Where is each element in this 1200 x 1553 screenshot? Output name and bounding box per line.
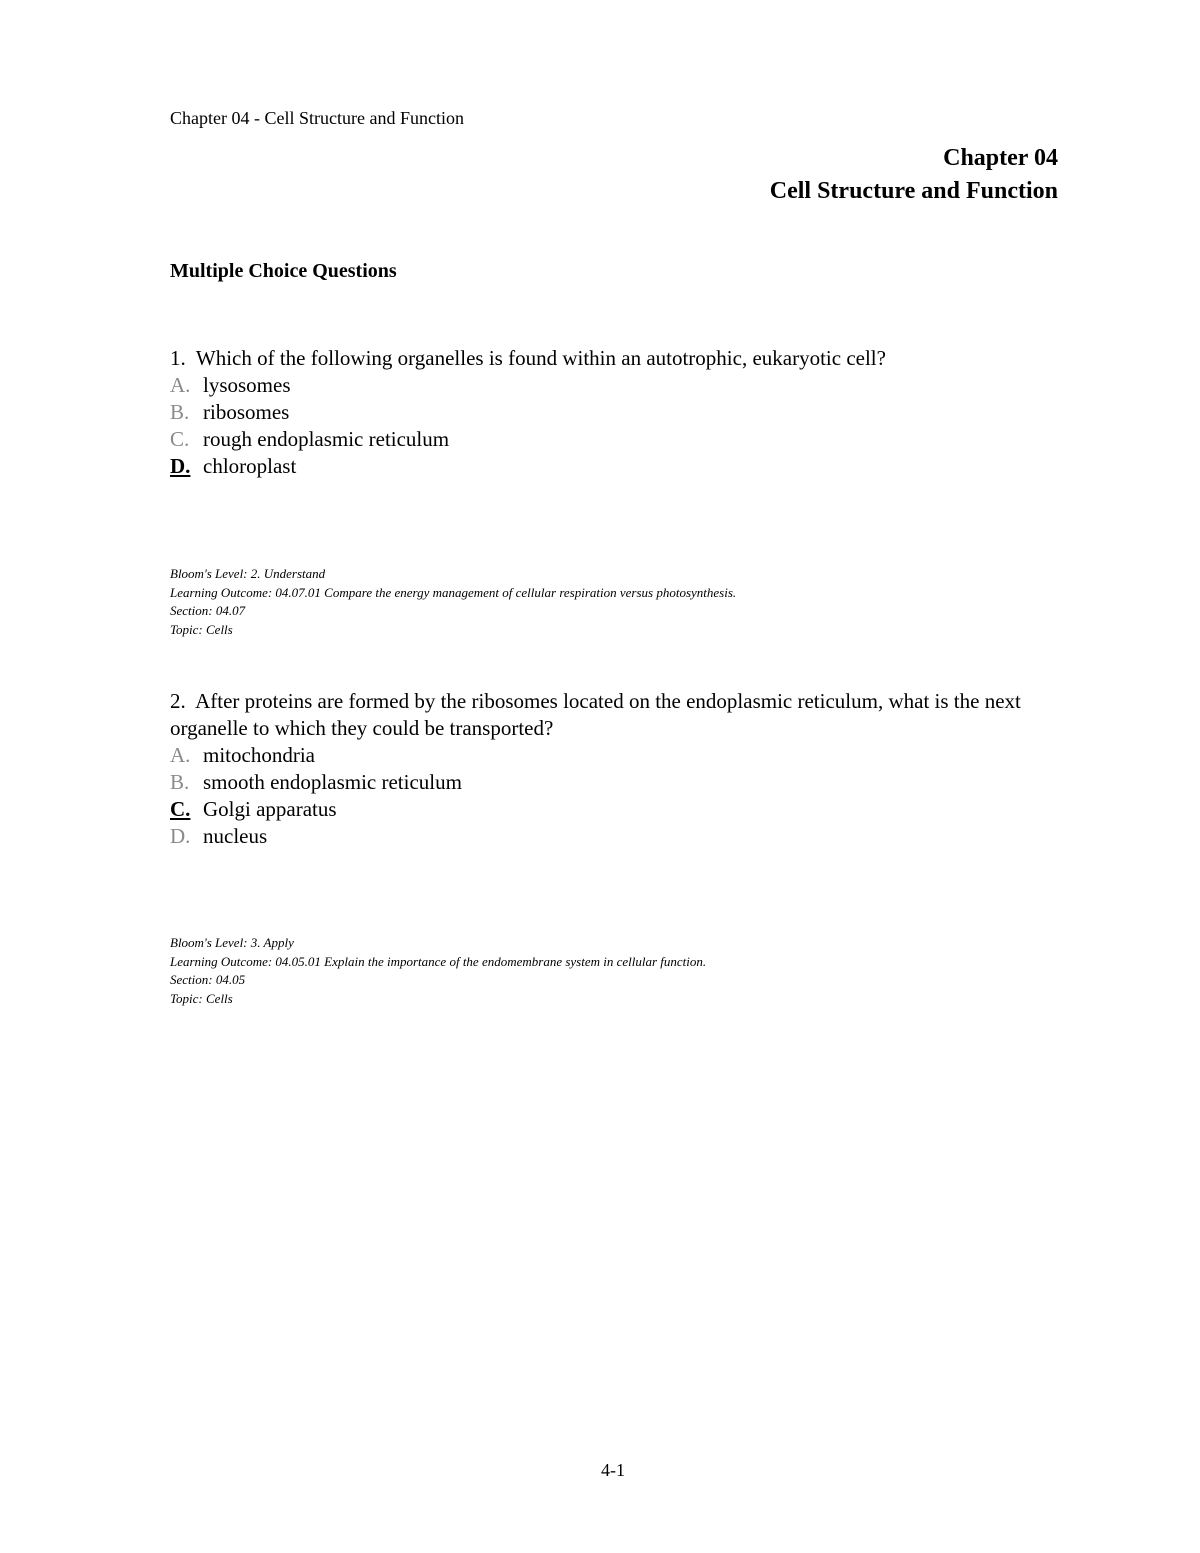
section-ref: Section: 04.05 (170, 972, 246, 987)
question-2-metadata (170, 934, 706, 1008)
topic: Topic: Cells (170, 990, 233, 1006)
option-text: Golgi apparatus (203, 797, 337, 821)
option-text: chloroplast (203, 454, 297, 478)
question-number: 2. (170, 689, 186, 713)
option-text: ribosomes (203, 400, 290, 424)
section-heading: Multiple Choice Questions (170, 260, 397, 282)
question-2 (170, 688, 1070, 850)
chapter-number: Chapter 04 (943, 145, 1058, 171)
option-letter: A. (170, 373, 191, 397)
chapter-title (770, 142, 1058, 208)
question-stem (170, 688, 1070, 742)
blooms-level: Bloom's Level: 2. Understand (170, 566, 326, 581)
option-letter: C. (170, 427, 190, 451)
question-1-metadata (170, 565, 736, 639)
option-letter: A. (170, 743, 191, 767)
answer-option-c (170, 426, 1070, 453)
option-letter: B. (170, 770, 190, 794)
option-text: smooth endoplasmic reticulum (203, 770, 462, 794)
running-header: Chapter 04 - Cell Structure and Function (170, 108, 464, 128)
correct-option-letter: C. (170, 797, 191, 821)
chapter-name: Cell Structure and Function (769, 178, 1058, 204)
blooms-level: Bloom's Level: 3. Apply (170, 935, 294, 950)
learning-outcome: Learning Outcome: 04.05.01 Explain the importance of the endomembrane system in cellular function. (170, 953, 707, 969)
question-stem (170, 345, 1070, 372)
question-text: Which of the following organelles is found within an autotrophic, eukaryotic cell? (195, 346, 886, 370)
answer-option-c-correct (170, 796, 1070, 823)
answer-option-a (170, 742, 1070, 769)
section-ref: Section: 04.07 (170, 603, 246, 618)
answer-option-d-correct (170, 453, 1070, 480)
question-number: 1. (170, 346, 186, 370)
option-text: nucleus (203, 824, 268, 848)
answer-option-a (170, 372, 1070, 399)
learning-outcome: Learning Outcome: 04.07.01 Compare the energy management of cellular respiration versus photosynthesis. (170, 584, 737, 600)
option-text: mitochondria (203, 743, 315, 767)
question-1 (170, 345, 1070, 480)
answer-option-b (170, 399, 1070, 426)
correct-option-letter: D. (170, 454, 191, 478)
answer-option-b (170, 769, 1070, 796)
topic: Topic: Cells (170, 621, 233, 637)
question-text: After proteins are formed by the ribosomes located on the endoplasmic reticulum, what is the next organelle to which they could be transported? (170, 689, 1021, 740)
option-text: rough endoplasmic reticulum (203, 427, 450, 451)
option-letter: B. (170, 400, 190, 424)
option-letter: D. (170, 824, 191, 848)
page-number: 4-1 (601, 1460, 625, 1480)
answer-option-d (170, 823, 1070, 850)
option-text: lysosomes (203, 373, 291, 397)
